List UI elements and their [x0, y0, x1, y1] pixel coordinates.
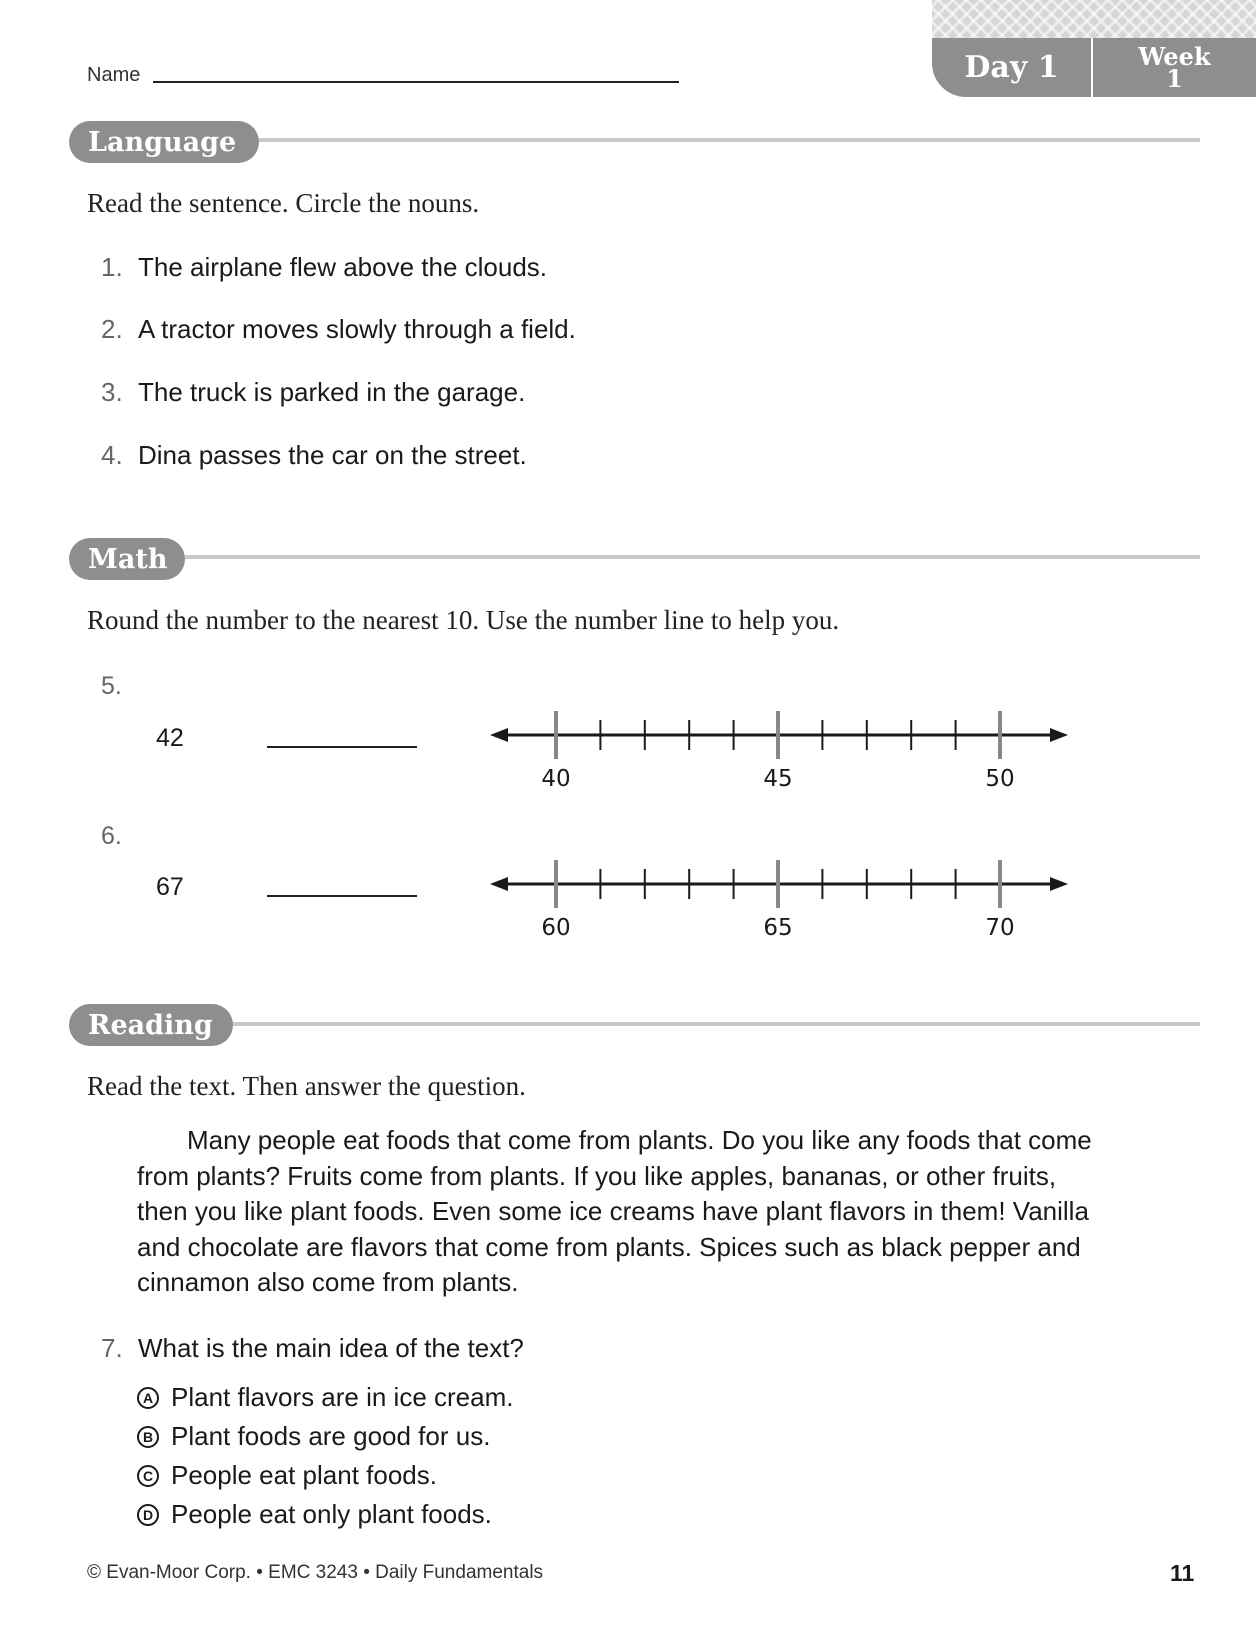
- section-rule-math: [185, 555, 1200, 559]
- week-label: [1093, 40, 1256, 95]
- choice-text: Plant flavors are in ice cream.: [171, 1382, 514, 1412]
- answer-choice-d[interactable]: [137, 1499, 492, 1530]
- math-problem-number: 5.: [101, 672, 122, 700]
- day-label: Day 1: [964, 50, 1059, 85]
- tick-label: 50: [985, 766, 1015, 792]
- language-item-3: [101, 377, 525, 408]
- math-problem-number: 6.: [101, 822, 122, 850]
- language-item-2: [101, 314, 576, 345]
- item-number: 4.: [101, 440, 123, 470]
- language-instruction: Read the sentence. Circle the nouns.: [87, 188, 480, 218]
- section-rule-language: [259, 138, 1200, 142]
- choice-text: Plant foods are good for us.: [171, 1421, 491, 1451]
- item-number: 1.: [101, 252, 123, 282]
- number-line: [490, 849, 1070, 949]
- item-sentence: The truck is parked in the garage.: [138, 377, 526, 407]
- section-rule-reading: [233, 1022, 1200, 1026]
- choice-bubble[interactable]: B: [137, 1426, 159, 1448]
- tick-label: 45: [763, 766, 793, 792]
- right-arrow-icon: [1050, 728, 1068, 742]
- left-arrow-icon: [490, 877, 508, 891]
- reading-question: [101, 1333, 524, 1364]
- answer-line[interactable]: [267, 746, 417, 748]
- choice-bubble[interactable]: A: [137, 1387, 159, 1409]
- tick-label: 60: [541, 915, 571, 941]
- reading-passage: Many people eat foods that come from plants. Do you like any foods that come from plants? Fruits come from plants. If you like apples, bananas, or other fruits, then you like plant foods. Even some ice creams have plant flavors in them! Vanilla and chocolate are flavors that come from plants. Spices such as black pepper and cinnamon also come from plants.: [137, 1125, 1092, 1297]
- name-label: Name: [87, 64, 141, 86]
- item-sentence: Dina passes the car on the street.: [138, 440, 527, 470]
- math-problem-value: 67: [156, 873, 184, 901]
- section-header-math: Math: [69, 538, 185, 580]
- footer-credit: © Evan-Moor Corp. • EMC 3243 • Daily Fundamentals: [87, 1562, 544, 1583]
- tick-label: 65: [763, 915, 793, 941]
- reading-instruction: Read the text. Then answer the question.: [87, 1071, 526, 1101]
- answer-choice-a[interactable]: [137, 1382, 513, 1413]
- language-item-1: [101, 252, 547, 283]
- question-number: 7.: [101, 1333, 123, 1363]
- choice-text: People eat only plant foods.: [171, 1499, 492, 1529]
- section-header-language: Language: [69, 121, 259, 163]
- item-sentence: The airplane flew above the clouds.: [138, 252, 548, 282]
- left-arrow-icon: [490, 728, 508, 742]
- language-item-4: [101, 440, 527, 471]
- item-number: 2.: [101, 314, 123, 344]
- answer-line[interactable]: [267, 895, 417, 897]
- question-text: What is the main idea of the text?: [138, 1333, 524, 1363]
- week-number: 1: [1166, 63, 1183, 93]
- choice-text: People eat plant foods.: [171, 1460, 437, 1490]
- choice-bubble[interactable]: C: [137, 1465, 159, 1487]
- item-number: 3.: [101, 377, 123, 407]
- right-arrow-icon: [1050, 877, 1068, 891]
- choice-bubble[interactable]: D: [137, 1504, 159, 1526]
- answer-choice-b[interactable]: [137, 1421, 490, 1452]
- number-line: [490, 700, 1070, 800]
- math-instruction: Round the number to the nearest 10. Use the number line to help you.: [87, 605, 840, 635]
- week-text: Week: [1138, 41, 1211, 71]
- item-sentence: A tractor moves slowly through a field.: [138, 314, 576, 344]
- section-header-reading: Reading: [69, 1004, 233, 1046]
- tick-label: 70: [985, 915, 1015, 941]
- header-tab-pattern: [932, 0, 1256, 38]
- answer-choice-c[interactable]: [137, 1460, 437, 1491]
- name-field-line[interactable]: [153, 81, 679, 83]
- math-problem-value: 42: [156, 724, 184, 752]
- page-number: 11: [1170, 1560, 1195, 1586]
- tick-label: 40: [541, 766, 571, 792]
